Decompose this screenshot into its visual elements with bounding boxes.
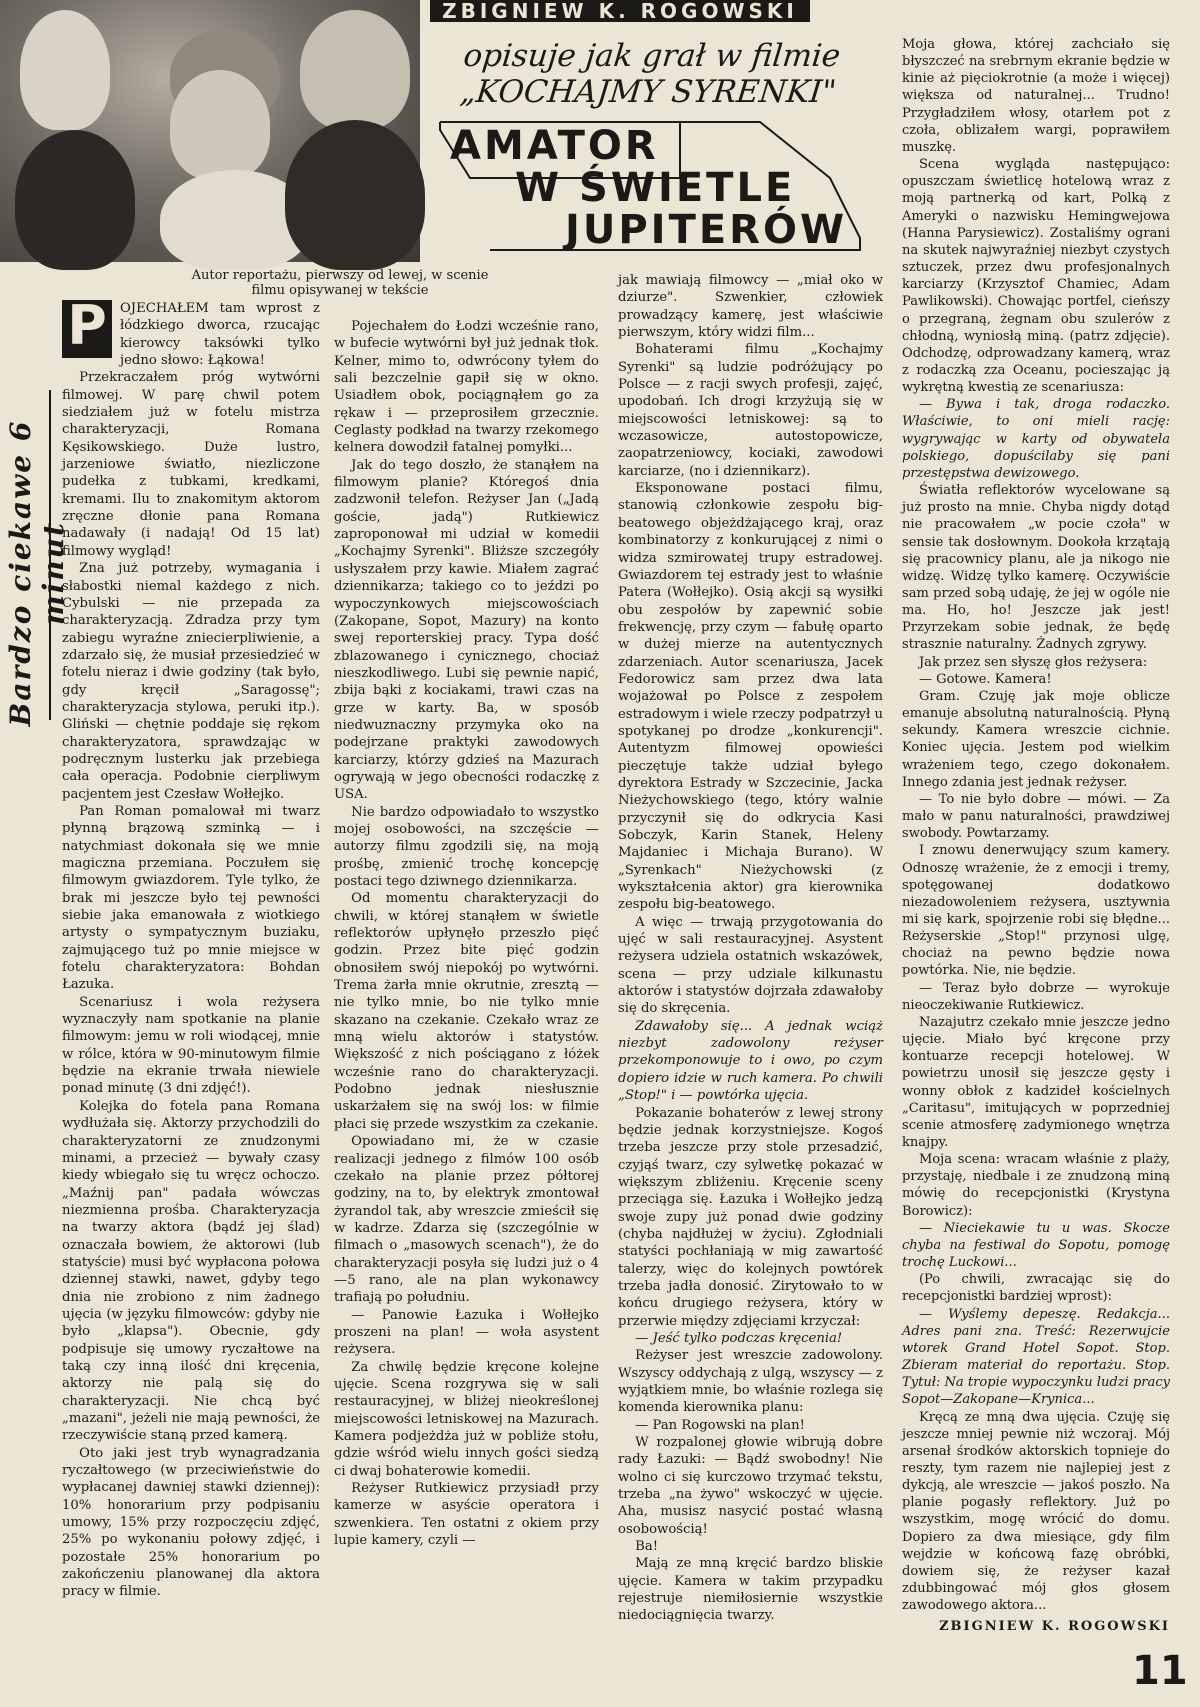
paragraph: Mają ze mną kręcić bardzo bliskie ujęcie. Kamera w takim przypadku rejestruje niemiłosiernie wszystkie niedociągnięcia twarzy. [618,1556,883,1624]
paragraph: Zna już potrzeby, wymagania i słabostki niemal każdego z nich. Cybulski — nie przepada za charakteryzacją. Zdradza przy tym zabiegu wyraźne zniecierpliwienie, a zdarzało się, że musiał przesiedzieć w fotelu nieraz i dwie godziny (tak było, gdy kręcił „Saragossę"; charakteryzacja stylowa, peruki itp.). Gliński — chętnie poddaje się rękom charakteryzatora, sprawdzając w podręcznym lusterku jak przebiega cała operacja. Podobnie cierpliwym pacjentem jest Czesław Wołłejko. [62,561,320,802]
paragraph: Gram. Czuję jak moje oblicze emanuje absolutną naturalnością. Płyną sekundy. Kamera wreszcie cichnie. Koniec ujęcia. Jestem pod wielkim wrażeniem tego, czego dokonałem. Innego zdania jest jednak reżyser. [902,688,1170,790]
paragraph: — To nie było dobre — mówi. — Za mało w panu naturalności, prawdziwej swobody. Powtarzamy. [902,791,1170,842]
article-column-1 [62,294,320,1601]
paragraph: Moja scena: wracam właśnie z plaży, przystaję, niedbale i ze znudzoną miną mówię do recepcjonistki (Krystyna Borowicz): [902,1152,1170,1219]
paragraph: OJECHAŁEM tam wprost z łódzkiego dworca, rzucając kierowcy taksówki tylko jedno słowo: Łąkowa! [120,301,320,369]
dropcap: P [62,300,112,358]
paragraph: Scena wygląda następująco: opuszczam świetlicę hotelową wraz z moją partnerką od kart, Polką z Ameryki o nazwisku Hemingwejowa (Hanna Parysiewicz). Zostaliśmy ograni na skutek najwyraźniej niezbyt czystych sztuczek, przez dwu profesjonalnych karciarzy (Krzysztof Chamiec, Adam Pawlikowski). Chowając portfel, cieńszy o przegraną, żegnam obu szulerów z chłodną, wyniosłą miną. (patrz zdjęcie). Odchodzę, odprowadzany kamerą, wraz z rodaczką zza Oceanu, pocieszając ją wykrętną kwestią ze scenariusza: [902,157,1170,396]
paragraph: Kolejka do fotela pana Romana wydłużała się. Aktorzy przychodzili do charakteryzatorni ze znudzonymi minami, a przecież — bywały czasy kiedy wbiegało się tu wręcz ochoczo. „Maźnij pan" padała wówczas niezmienna prośba. Charakteryzacja na twarzy aktora (bądź jej ślad) oznaczała bowiem, że aktorowi (lub statyście) musi być wypłacona połowa dziennej stawki, nawet, gdyby tego dnia nie zrobiono z nim żadnego ujęcia (w języku filmowców: gdyby nie było „klapsa"). Obecnie, gdy podpisuje się umowy ryczałtowe na taką czy inną ilość dni kręcenia, aktorzy nie palą się do charakteryzacji. Nie chcą być „mazani", jeżeli nie mają pewności, że rzeczywiście staną przed kamerą. [62,1098,320,1444]
paragraph: — Pan Rogowski na plan! [635,1417,805,1433]
page-number: 11 [1132,1648,1188,1694]
paragraph: Kręcą ze mną dwa ujęcia. Czuję się jeszcze mniej pewnie niż wczoraj. Mój arsenał środków aktorskich topnieje do reszty, tym razem nie najlepiej jest z dykcją, ale wreszcie — jakoś poszło. Na planie pogasły reflektory. Już po wszystkim, mogę wrócić do domu. Dopiero za dwa miesiące, gdy film wejdzie w końcową fazę obróbki, dowiem się, że reżyser kazał zdubbingować mój głos głosem zawodowego aktora... [902,1409,1170,1614]
paragraph: Reżyser jest wreszcie zadowolony. Wszyscy oddychają z ulgą, wszyscy — z wyjątkiem mnie, bo właśnie rozlega się komenda kierownika planu: [618,1348,883,1416]
paragraph: Nazajutrz czekało mnie jeszcze jedno ujęcie. Miało być kręcone przy kontuarze recepcji hotelowej. W powietrzu unosił się jeszcze gęsty i wonny obłok z kadzideł kościelnych „Caritasu", imitujących w poprzedniej scenie atmosferę zadymionego wnętrza knajpy. [902,1014,1170,1150]
section-label: Bardzo ciekawe 6 minut [4,419,70,727]
paragraph: A więc — trwają przygotowania do ujęć w sali restauracyjnej. Asystent reżysera udziela ostatnich wskazówek, scena — przy udziale kilkunastu aktorów i statystów dojrzała zdawałoby się do skręcenia. [618,914,883,1017]
headline-line-2: W ŚWIETLE [515,165,796,211]
headline-box [430,118,870,256]
subtitle-line-1: opisuje jak grał w filmie [461,38,843,74]
paragraph: Pokazanie bohaterów z lewej strony będzie jednak korzystniejsze. Kogoś trzeba jeszcze przy stole przesadzić, czyjąś twarz, czy sylwetkę pokazać w większym zbliżeniu. Kręcenie sceny przeciąga się. Łazuka i Wołłejko jedzą swoje zupy już ponad dwie godziny (chyba najdłużej w życiu). Zgłodniali statyści pochłaniają w mig zawartość talerzy, więc do kolejnych powtórek trzeba jadła donosić. Zirytowało to w końcu drugiego reżysera, który w przerwie między zdjęciami krzyczał: [618,1105,883,1329]
subtitle [416,38,884,110]
paragraph: Ba! [635,1539,659,1555]
paragraph: — Jeść tylko podczas kręcenia! [635,1330,843,1346]
paragraph: Jak przez sen słyszę głos reżysera: [918,654,1148,670]
paragraph: W rozpalonej głowie wibrują dobre rady Łazuki: — Bądź swobodny! Nie wolno ci się kurczowo trzymać tekstu, trzeba „na żywo" wskoczyć w ujęcie. Aha, musisz nasycić postać własną osobowością! [618,1435,883,1537]
paragraph: Pojechałem do Łodzi wcześnie rano, w bufecie wytwórni był już jednak tłok. Kelner, mimo to, odwrócony tyłem do sali bezczelnie gapił się w okno. Usiadłem obok, pociągnąłem go za rękaw i — przeprosiłem grzecznie. Ceglasty podkład na twarzy rzekomego kelnera dowodził fatalnej pomyłki... [334,319,599,456]
paragraph: Jak do tego doszło, że stanąłem na filmowym planie? Któregoś dnia zadzwonił telefon. Reżyser Jan („Jadą goście, jadą") Rutkiewicz zaproponował mi udział w komedii „Kochajmy Syrenki". Bliższe szczegóły usłyszałem przy kawie. Miałem zagrać dziennikarza; takiego co to jeździ po wypoczynkowych miejscowościach (Zakopane, Sopot, Mazury) na konto swej reporterskiej pracy. Typa dość zblazowanego i cynicznego, chociaż nieszkodliwego. Lubi się pewnie napić, zbija bąki z kociakami, trawi czas na grze w karty. Ba, w sposób niedwuznaczny przymyka oko na podejrzane praktyki zawodowych karciarzy, którzy gdzieś na Mazurach ogrywają w jego obecności rodaczkę z USA. [334,457,599,803]
article-column-3 [618,272,883,1625]
paragraph: — Gotowe. Kamera! [918,671,1052,687]
paragraph: — Bywa i tak, droga rodaczko. Właściwie, to oni mieli rację: wygrywając w karty od obywatela polskiego, dopuścilaby się pani przestępstwa dewizowego. [902,397,1170,481]
paragraph: Nie bardzo odpowiadało to wszystko mojej osobowości, na szczęście — autorzy filmu zgodzili się, na moją prośbę, zmienić trochę koncepcję postaci tego dziwnego dziennikarza. [334,804,599,889]
paragraph: Od momentu charakteryzacji do chwili, w której stanąłem w świetle reflektorów upłynęło przeszło pięć godzin. Przez bite pięć godzin obnosiłem swój niepokój po wytwórni. Trema żarła mnie okrutnie, zresztą — nie tylko mnie, bo nie tylko mnie skazano na czekanie. Czekało wraz ze mną wielu aktorów i statystów. Większość z nich pościągano z łóżek wcześnie rano do charakteryzacji. Podobno jednak niesłusznie uskarżałem się na swój los: w filmie płaci się przede wszystkim za czekanie. [334,891,599,1132]
paragraph: — Teraz było dobrze — wyrokuje nieoczekiwanie Rutkiewicz. [902,980,1170,1013]
article-column-4 [902,36,1170,1636]
headline-line-1: AMATOR [450,123,659,169]
paragraph: jak mawiają filmowcy — „miał oko w dziurze". Szwenkier, człowiek prowadzący kamerę, jest właściwie pierwszym, który widzi film... [618,273,883,341]
paragraph: — Panowie Łazuka i Wołłejko proszeni na plan! — woła asystent reżysera. [334,1307,599,1358]
paragraph: Reżyser Rutkiewicz przysiadł przy kamerze w asyście operatora i szwenkiera. Ten ostatni z okiem przy lupie kamery, czyli — [334,1481,599,1549]
paragraph: Opowiadano mi, że w czasie realizacji jednego z filmów 100 osób czekało na planie przez półtorej godziny, na to, by elektryk zmontował żyrandol tak, aby wreszcie zmieścił się w kadrze. Zdarza się (szczególnie w filmach o „masowych scenach"), że do charakteryzacji posyła się ludzi już o 4—5 rano, ale na plan wykonawcy trafiają po południu. [334,1134,599,1306]
byline-bar: ZBIGNIEW K. ROGOWSKI [430,0,810,22]
paragraph: — Nieciekawie tu u was. Skocze chyba na festiwal do Sopotu, pomogę trochę Luckowi... [902,1220,1170,1271]
paragraph: Zdawałoby się... A jednak wciąż niezbyt zadowolony reżyser przekomponowuje to i owo, po czym dopiero idzie w ruch kamera. Po chwili „Stop!" i — powtórka ujęcia. [618,1018,883,1104]
article-column-2 [334,318,599,1549]
paragraph: Bohaterami filmu „Kochajmy Syrenki" są ludzie podróżujący po Polsce — z racji swych profesji, zajęć, upodobań. Ich drogi krzyżują się w miejscowości letniskowej: są to wczasowicze, autostopowicze, zaopatrzeniowcy, kociaki, zawodowi karciarze, (no i dziennikarz). [618,342,883,479]
paragraph: Za chwilę będzie kręcone kolejne ujęcie. Scena rozgrywa się w sali restauracyjnej, w bliżej nieokreślonej miejscowości letniskowej na Mazurach. Kamera podjeżdża już w pobliże stołu, gdzie wśród wielu innych gości siedzą ci dwaj bohaterowie komedii. [334,1359,599,1479]
paragraph: Scenariusz i wola reżysera wyznaczyły nam spotkanie na planie filmowym: jemu w roli wiodącej, mnie w rólce, która w 90-minutowym filmie będzie na ekranie trwała niewiele ponad minutę (3 dni zdjęć!). [62,994,320,1097]
paragraph: Moja głowa, której zachciało się błyszczeć na srebrnym ekranie będzie w kinie aż pięciokrotnie (a może i więcej) większa od naturalnej... Trudno! Przygładziłem włosy, otarłem pot z czoła, oblizałem wargi, poprawiłem muszkę. [902,37,1170,155]
headline-line-3: JUPITERÓW [565,207,848,253]
paragraph: (Po chwili, zwracając się do recepcjonistki bardziej wprost): [902,1272,1170,1305]
subtitle-line-2: „KOCHAJMY SYRENKI" [458,74,838,110]
photo-caption: Autor reportażu, pierwszy od lewej, w scenie filmu opisywanej w tekście [191,268,489,298]
paragraph: Przekraczałem próg wytwórni filmowej. W parę chwil potem siedziałem już w fotelu mistrza charakteryzacji, Romana Kęsikowskiego. Duże lustro, jarzeniowe światło, niezliczone pudełka z tubkami, kredkami, kremami. Ilu to znakomitym aktorom zręczne dłonie pana Romana nadawały (i nadają! Od 15 lat) filmowy wygląd! [62,370,320,559]
author-signature: ZBIGNIEW K. ROGOWSKI [939,1619,1170,1635]
paragraph: Oto jaki jest tryb wynagradzania ryczałtowego (w przeciwieństwie do wypłacanej dawniej stawki dziennej): 10% honorarium przy podpisaniu umowy, 15% przy rozpoczęciu zdjęć, 25% po wykonaniu połowy zdjęć, i pozostałe 25% honorarium po zakończeniu planowanej dla aktora pracy w filmie. [62,1445,320,1600]
paragraph: Pan Roman pomalował mi twarz płynną brązową szminką — i natychmiast dokonała się we mnie magiczna przemiana. Poczułem się filmowym gwiazdorem. Tyle tylko, że brak mi jeszcze było tej pewności siebie jaka emanowała z wiotkiego artysty o sympatycznym buziaku, zajmującego tuż po mnie miejsce w fotelu charakteryzatora: Bohdan Łazuka. [62,803,320,993]
paragraph: Eksponowane postaci filmu, stanowią członkowie zespołu big-beatowego objeżdżającego kraj, oraz kombinatorzy z konkurującej z nimi o widza szmirowatej trupy estradowej. Gwiazdorem tej estrady jest to właśnie Patera (Wołłejko). Osią akcji są wysiłki obu zespołów by zapewnić sobie frekwencję, przy czym — fabułę oparto w dużej mierze na autentycznych zdarzeniach. Autor scenariusza, Jacek Fedorowicz sam przez dwa lata wojażował po Polsce z zespołem estradowym i wiele rzeczy podpatrzył u spotykanej po drodze „konkurencji". Autentyzm filmowej opowieści pieczętuje także udział byłego dyrektora Estrady w Szczecinie, Jacka Nieżychowskiego (tego, który walnie przyczynił się do odkrycia Kasi Sobczyk, Karin Stanek, Heleny Majdaniec i Michaja Burano). W „Syrenkach" Nieżychowski (z wykształcenia aktor) gra kierownika zespołu big-beatowego. [618,481,883,913]
paragraph: I znowu denerwujący szum kamery. Odnoszę wrażenie, że z emocji i tremy, spotęgowanej dodatkowo niezadowoleniem reżysera, usztywnia mi się kark, spojrzenie robi się błędne... Reżyserskie „Stop!" przynosi ulgę, chociaż na pewno będzie nowa powtórka. Nie, nie będzie. [902,843,1170,979]
paragraph: Światła reflektorów wycelowane są już prosto na mnie. Chyba nigdy dotąd nie pracowałem „w pocie czoła" w sensie tak dosłownym. Dookoła krzątają się pracownicy planu, ale ja nikogo nie widzę. Widzę tylko kamerę. Oczywiście sam przed sobą udaję, że jej w ogóle nie ma. Ho, ho! Jeszcze jak jest! Przyrzekam sobie jednak, że będę strasznie naturalny. Żadnych zgrywy. [902,483,1170,653]
scene-photo [0,0,420,262]
paragraph: — Wyślemy depeszę. Redakcja... Adres pani zna. Treść: Rezerwujcie wtorek Grand Hotel Sopot. Stop. Zbieram materiał do reportażu. Stop. Tytuł: Na tropie wypoczynku ludzi pracy Sopot—Zakopane—Krynica... [902,1306,1170,1408]
